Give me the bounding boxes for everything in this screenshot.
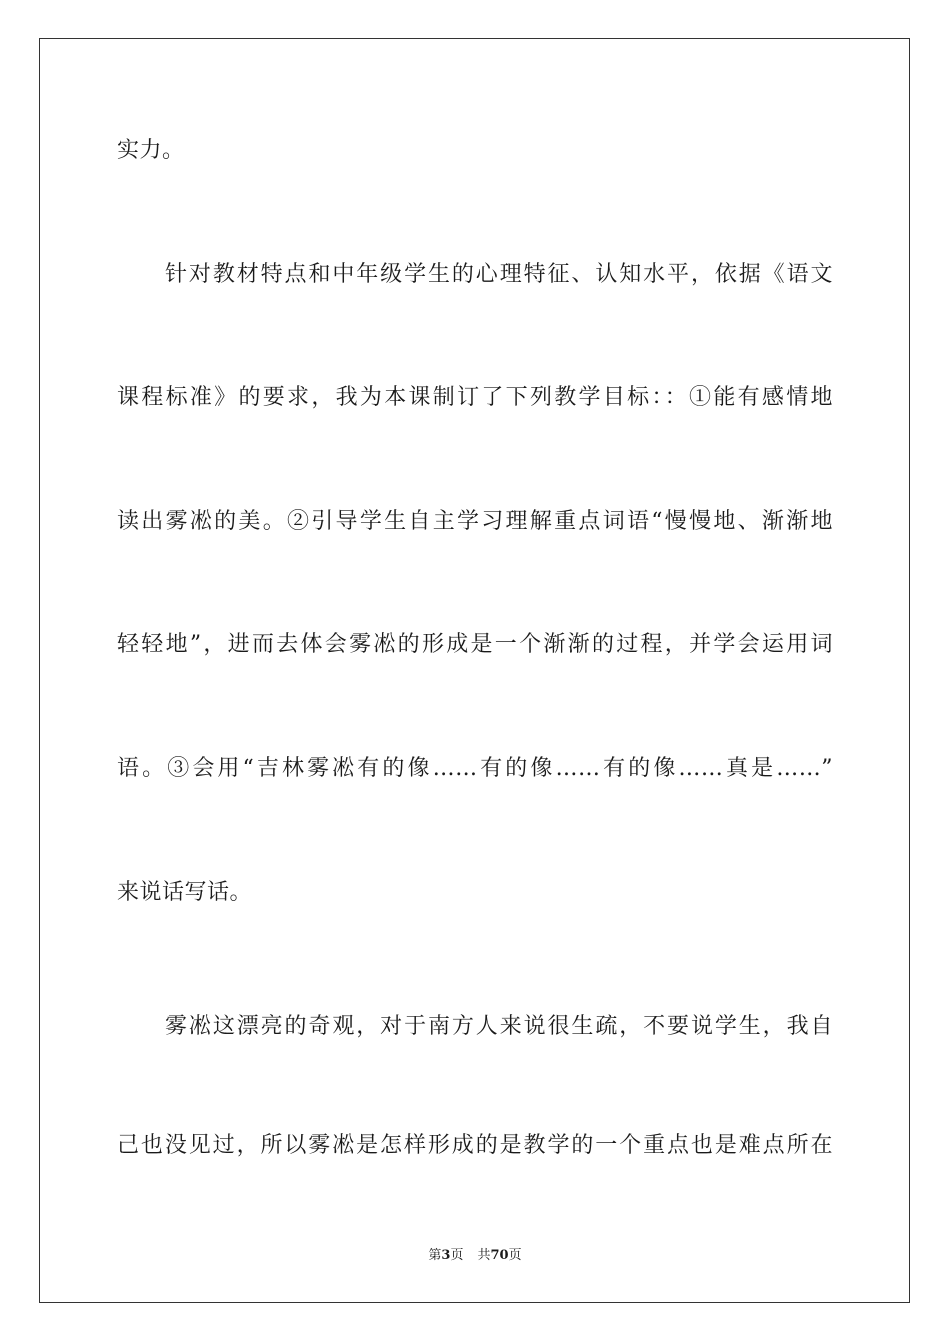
text-line-2: 针对教材特点和中年级学生的心理特征、认知水平，依据《语文 (165, 262, 833, 287)
text-line-8: 雾凇这漂亮的奇观，对于南方人来说很生疏，不要说学生，我自 (165, 1014, 833, 1039)
footer-total-prefix: 共 (477, 1248, 491, 1263)
text-line-1: 实力。 (117, 138, 185, 163)
footer-page-suffix: 页 (450, 1248, 464, 1263)
text-line-5: 轻轻地”，进而去体会雾凇的形成是一个渐渐的过程，并学会运用词 (117, 632, 833, 657)
text-line-9: 己也没见过，所以雾凇是怎样形成的是教学的一个重点也是难点所在 (117, 1133, 833, 1158)
text-line-7: 来说话写话。 (117, 880, 253, 905)
page-border (39, 38, 910, 1303)
text-line-3: 课程标准》的要求，我为本课制订了下列教学目标：：①能有感情地 (117, 385, 833, 410)
footer-page-number: 3 (441, 1248, 451, 1263)
text-line-6: 语。③会用“吉林雾凇有的像……有的像……有的像……真是……” (117, 756, 833, 781)
footer-total-pages: 70 (490, 1248, 509, 1263)
text-line-4: 读出雾凇的美。②引导学生自主学习理解重点词语“慢慢地、渐渐地 (117, 509, 833, 534)
footer-total-suffix: 页 (508, 1248, 522, 1263)
page-footer (0, 1247, 950, 1265)
footer-page-prefix: 第 (428, 1248, 442, 1263)
